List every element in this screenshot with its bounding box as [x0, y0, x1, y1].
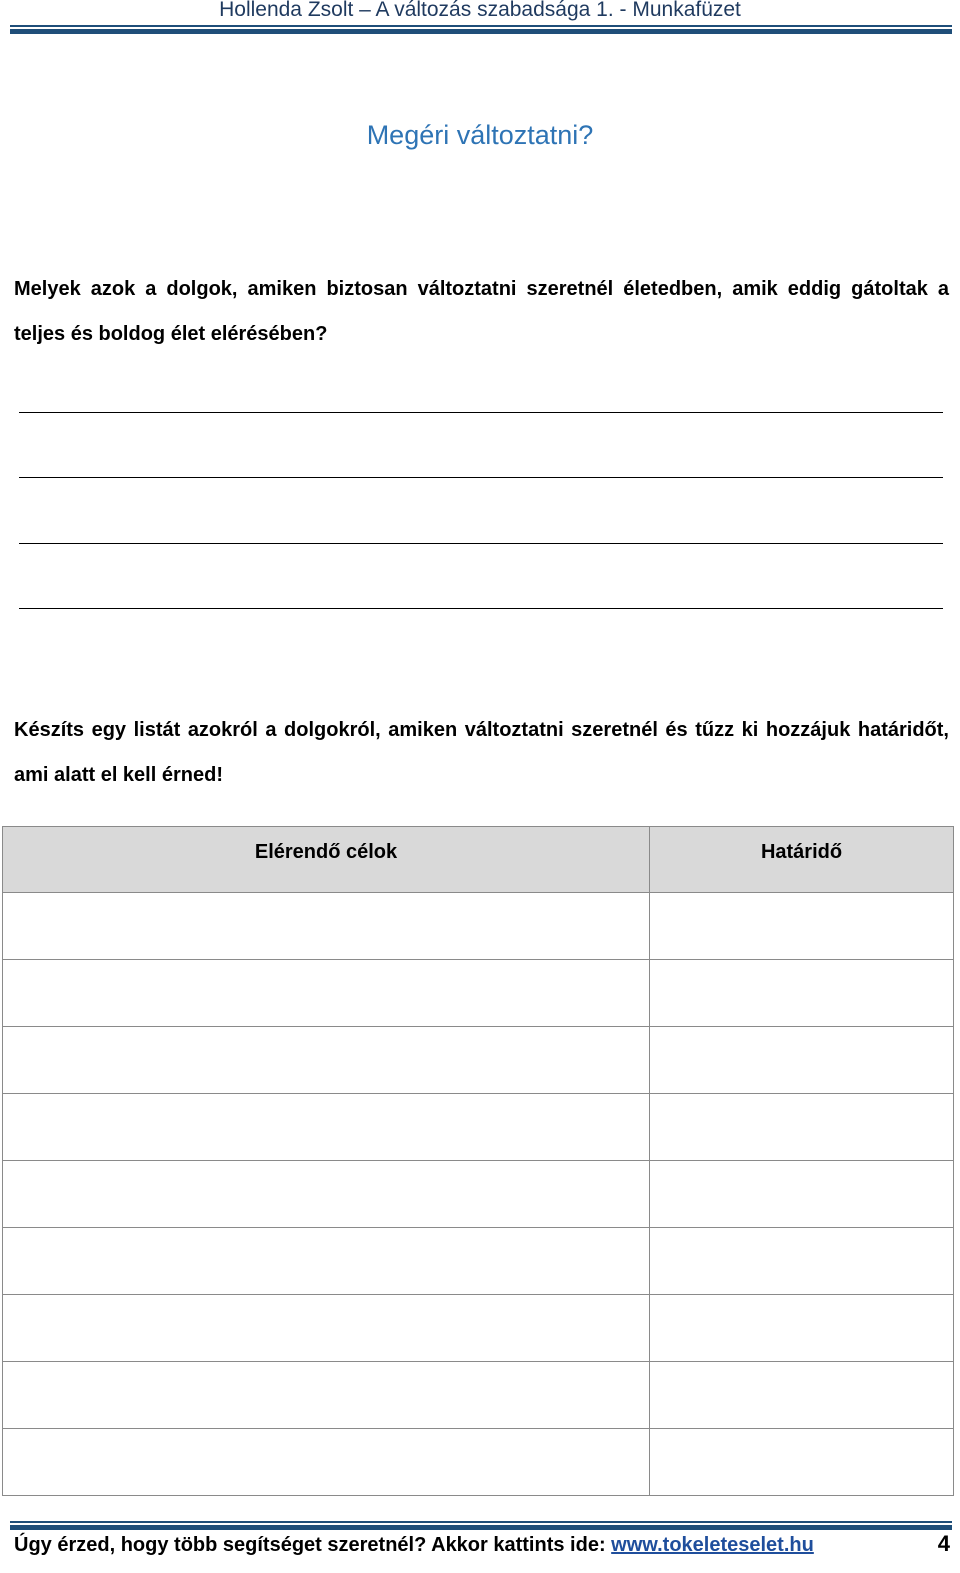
deadline-cell[interactable] — [650, 1027, 954, 1094]
goal-cell[interactable] — [3, 1362, 650, 1429]
footer-prompt: Úgy érzed, hogy több segítséget szeretnél? Akkor kattints ide: — [14, 1534, 612, 1556]
question-2: Készíts egy listát azokról a dolgokról, amiken változtatni szeretnél és tűzz ki hozzájuk határidőt, ami alatt el kell érned! — [14, 719, 949, 786]
table-row — [3, 960, 954, 1027]
page-number: 4 — [937, 1531, 950, 1556]
table-row — [3, 1295, 954, 1362]
table-row — [3, 1228, 954, 1295]
answer-line[interactable] — [19, 543, 943, 544]
table-row — [3, 893, 954, 960]
goal-cell[interactable] — [3, 1429, 650, 1496]
goal-cell[interactable] — [3, 960, 650, 1027]
footer — [14, 1531, 950, 1557]
header-rule-thick — [10, 29, 952, 34]
deadline-cell[interactable] — [650, 1429, 954, 1496]
deadline-cell[interactable] — [650, 1094, 954, 1161]
col-header-goals: Elérendő célok — [3, 827, 650, 893]
goals-table — [2, 826, 954, 1496]
deadline-cell[interactable] — [650, 960, 954, 1027]
footer-rule-thin — [10, 1521, 952, 1523]
table-row — [3, 1362, 954, 1429]
question-1: Melyek azok a dolgok, amiken biztosan változtatni szeretnél életedben, amik eddig gátoltak a teljes és boldog élet elérésében? — [14, 278, 949, 345]
footer-rule-thick — [10, 1525, 952, 1530]
header-rule-thin — [10, 25, 952, 27]
running-header: Hollenda Zsolt – A változás szabadsága 1. - Munkafüzet — [219, 0, 741, 21]
page-title: Megéri változtatni? — [366, 120, 594, 150]
table-row — [3, 1429, 954, 1496]
deadline-cell[interactable] — [650, 1295, 954, 1362]
goal-cell[interactable] — [3, 1161, 650, 1228]
goal-cell[interactable] — [3, 1228, 650, 1295]
deadline-cell[interactable] — [650, 1362, 954, 1429]
answer-line[interactable] — [19, 412, 943, 413]
deadline-cell[interactable] — [650, 1161, 954, 1228]
goal-cell[interactable] — [3, 1027, 650, 1094]
deadline-cell[interactable] — [650, 893, 954, 960]
table-header-row — [3, 827, 954, 893]
col-header-deadline: Határidő — [650, 827, 954, 893]
table-row — [3, 1027, 954, 1094]
goal-cell[interactable] — [3, 1295, 650, 1362]
deadline-cell[interactable] — [650, 1228, 954, 1295]
footer-link[interactable]: www.tokeleteselet.hu — [611, 1534, 814, 1556]
answer-line[interactable] — [19, 608, 943, 609]
answer-line[interactable] — [19, 477, 943, 478]
goal-cell[interactable] — [3, 893, 650, 960]
table-row — [3, 1094, 954, 1161]
goal-cell[interactable] — [3, 1094, 650, 1161]
table-row — [3, 1161, 954, 1228]
